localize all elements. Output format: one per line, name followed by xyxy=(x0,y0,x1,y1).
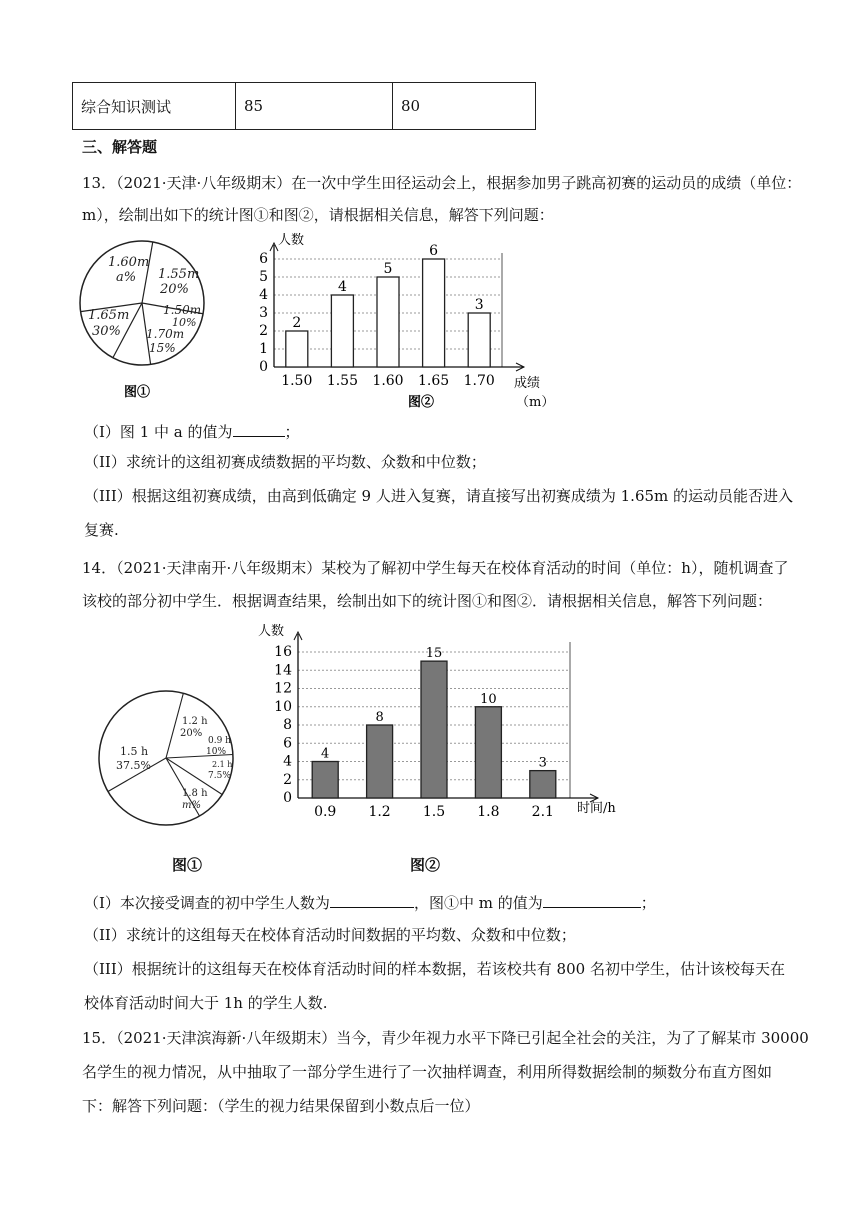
q14-line1: 14．（2021·天津南开·八年级期末）某校为了解初中学生每天在校体育活动的时间（单位：h），随机调查了 xyxy=(82,559,789,577)
q13-bar-chart xyxy=(248,230,555,410)
q14-pie-chart xyxy=(94,690,244,820)
y-tick-label: 0 xyxy=(283,790,292,806)
bar-value-label: 6 xyxy=(429,243,439,259)
pie-value: 10% xyxy=(206,747,227,757)
y-tick-label: 3 xyxy=(259,305,268,321)
bar xyxy=(312,762,338,799)
bar xyxy=(286,331,308,367)
pie-caption: 图① xyxy=(124,385,151,400)
x-axis-unit: （m） xyxy=(516,395,555,410)
bar-value-label: 4 xyxy=(337,279,347,295)
q13-line2: m），绘制出如下的统计图①和图②，请根据相关信息，解答下列问题： xyxy=(82,206,554,224)
q14-part3-line1: （III）根据统计的这组每天在校体育活动时间的样本数据，若该校共有 800 名初中学生，估计该校每天在 xyxy=(84,960,785,978)
q13-pie-chart xyxy=(76,236,210,406)
pie-label: 1.2 h xyxy=(182,716,208,727)
bar xyxy=(468,313,490,367)
pie-label: 0.9 h xyxy=(208,736,231,746)
bar-caption: 图② xyxy=(408,395,435,410)
pie-value: m% xyxy=(182,800,201,811)
q15-line1: 15．（2021·天津滨海新·八年级期末）当今，青少年视力水平下降已引起全社会的关注，为了了解某市 30000 xyxy=(82,1029,809,1047)
x-tick-label: 1.60 xyxy=(372,373,404,389)
bar-value-label: 15 xyxy=(425,646,443,662)
y-axis-label: 人数 xyxy=(278,233,305,248)
pie-value: 7.5% xyxy=(208,771,231,781)
pie-value: 20% xyxy=(160,282,189,297)
y-tick-label: 0 xyxy=(259,359,268,375)
answer-blank xyxy=(330,891,414,908)
table-cell: 综合知识测试 xyxy=(73,83,236,130)
pie-value: 30% xyxy=(92,324,121,339)
pie-value: 20% xyxy=(180,728,203,739)
x-tick-label: 1.55 xyxy=(326,373,358,389)
x-axis-label: 成绩 xyxy=(514,376,541,391)
y-tick-label: 8 xyxy=(283,717,292,733)
y-tick-label: 5 xyxy=(259,269,268,285)
x-tick-label: 2.1 xyxy=(531,804,554,820)
bar xyxy=(475,707,501,798)
q13-part3-line1: （III）根据这组初赛成绩，由高到低确定 9 人进入复赛，请直接写出初赛成绩为 1.65m 的运动员能否进入 xyxy=(84,487,794,505)
pie-value: 10% xyxy=(172,316,197,329)
y-tick-label: 16 xyxy=(274,644,292,660)
q14-part1: （I）本次接受调查的初中学生人数为 ，图①中 m 的值为 ； xyxy=(84,891,656,913)
bar-value-label: 8 xyxy=(375,710,384,725)
bar xyxy=(421,661,447,798)
y-tick-label: 10 xyxy=(274,698,292,715)
x-tick-label: 1.65 xyxy=(418,373,450,389)
q14-part3-line2: 校体育活动时间大于 1h 的学生人数. xyxy=(84,994,328,1012)
pie-label: 2.1 h xyxy=(212,760,233,769)
q13-part3-line2: 复赛. xyxy=(84,521,119,539)
y-tick-label: 4 xyxy=(283,753,292,770)
x-tick-label: 1.5 xyxy=(422,804,446,820)
bar-value-label: 3 xyxy=(474,297,484,313)
q14-pie-caption: 图① xyxy=(172,856,203,874)
x-tick-label: 1.8 xyxy=(477,804,500,820)
score-table xyxy=(72,82,536,130)
y-tick-label: 2 xyxy=(259,323,268,339)
pie-value: 15% xyxy=(149,341,176,355)
pie-value: a% xyxy=(116,270,137,285)
q14-part2: （II）求统计的这组每天在校体育活动时间数据的平均数、众数和中位数； xyxy=(84,926,576,944)
bar xyxy=(377,277,399,367)
y-tick-label: 1 xyxy=(259,341,268,357)
bar xyxy=(423,259,445,367)
pie-label: 1.70m xyxy=(146,327,185,341)
q14-line2: 该校的部分初中学生．根据调查结果，绘制出如下的统计图①和图②．请根据相关信息，解答下列问题： xyxy=(82,592,773,610)
table-cell: 80 xyxy=(393,83,536,130)
pie-label: 1.55m xyxy=(158,267,200,282)
y-tick-label: 4 xyxy=(259,287,268,303)
q13-part1: （I）图 1 中 a 的值为 ； xyxy=(84,420,300,442)
x-tick-label: 1.50 xyxy=(281,373,313,389)
answer-blank xyxy=(233,420,285,437)
x-axis-label: 时间/h xyxy=(577,801,616,816)
bar-value-label: 5 xyxy=(383,261,393,277)
pie-label: 1.50m xyxy=(163,303,202,317)
y-axis-label: 人数 xyxy=(258,624,285,639)
x-tick-label: 0.9 xyxy=(314,804,337,820)
x-tick-label: 1.70 xyxy=(463,373,495,389)
q13-line1: 13．（2021·天津·八年级期末）在一次中学生田径运动会上，根据参加男子跳高初赛的运动员的成绩（单位： xyxy=(82,174,802,192)
table-cell: 85 xyxy=(236,83,393,130)
pie-label: 1.60m xyxy=(108,255,150,270)
y-tick-label: 12 xyxy=(274,680,292,697)
q15-line2: 名学生的视力情况，从中抽取了一部分学生进行了一次抽样调查，利用所得数据绘制的频数分布直方图如 xyxy=(82,1063,773,1081)
bar xyxy=(367,725,393,798)
bar-value-label: 2 xyxy=(292,315,302,331)
y-tick-label: 14 xyxy=(274,662,292,679)
pie-value: 37.5% xyxy=(116,759,151,772)
pie-label: 1.5 h xyxy=(120,745,149,758)
q14-bar-caption: 图② xyxy=(410,856,441,874)
y-tick-label: 2 xyxy=(283,771,292,788)
q15-line3: 下：解答下列问题：（学生的视力结果保留到小数点后一位） xyxy=(82,1097,480,1115)
x-tick-label: 1.2 xyxy=(368,804,391,820)
answer-blank xyxy=(543,891,641,908)
q14-bar-chart xyxy=(258,615,630,830)
table-row xyxy=(73,83,536,130)
pie-label: 1.8 h xyxy=(182,788,208,799)
bar-value-label: 3 xyxy=(538,755,547,771)
y-tick-label: 6 xyxy=(283,735,292,752)
bar xyxy=(530,771,556,798)
bar-value-label: 10 xyxy=(480,691,497,707)
pie-label: 1.65m xyxy=(88,308,130,323)
q13-part2: （II）求统计的这组初赛成绩数据的平均数、众数和中位数； xyxy=(84,453,486,471)
bar-value-label: 4 xyxy=(321,746,330,762)
y-tick-label: 6 xyxy=(259,251,268,267)
section-title: 三、解答题 xyxy=(82,138,158,156)
bar xyxy=(331,295,353,367)
